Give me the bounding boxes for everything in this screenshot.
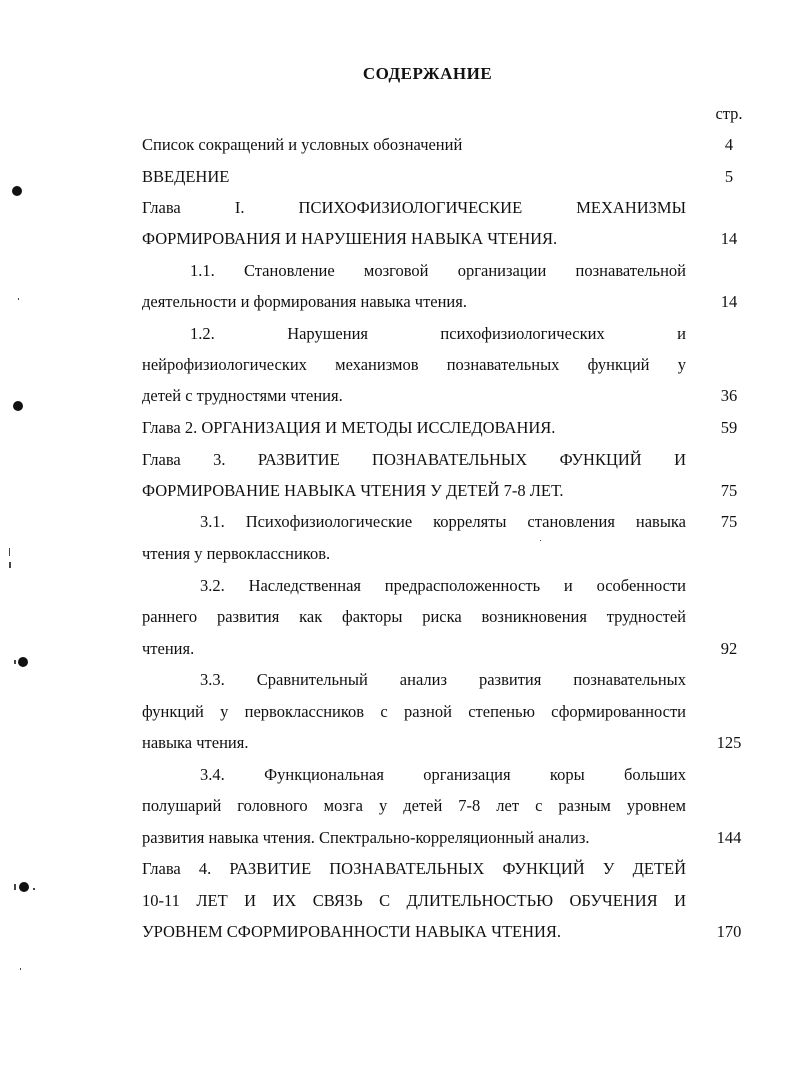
toc-entry-line: чтения у первоклассников. — [142, 544, 331, 563]
scan-speck — [18, 298, 19, 300]
scan-speck — [9, 562, 11, 568]
toc-entry-line: 3.2. Наследственная предрасположенность и особенности — [200, 576, 686, 595]
toc-page-number: 36 — [720, 386, 738, 405]
toc-entry-line: Глава 4. РАЗВИТИЕ ПОЗНАВАТЕЛЬНЫХ ФУНКЦИЙ У ДЕТЕЙ — [142, 859, 686, 878]
toc-entry-line: Глава I. ПСИХОФИЗИОЛОГИЧЕСКИЕ МЕХАНИЗМЫ — [142, 198, 686, 217]
toc-entry-line: развития навыка чтения. Спектрально-корреляционный анализ. — [142, 828, 590, 847]
toc-page-number: 125 — [716, 733, 742, 752]
toc-entry-line: Список сокращений и условных обозначений — [142, 135, 463, 154]
binding-hole-mark — [13, 401, 23, 411]
toc-entry-line: 1.2. Нарушения психофизиологических и — [190, 324, 686, 343]
page-title: СОДЕРЖАНИЕ — [362, 64, 493, 83]
toc-entry-line: 1.1. Становление мозговой организации познавательной — [190, 261, 686, 280]
toc-entry-line: 3.4. Функциональная организация коры больших — [200, 765, 686, 784]
toc-entry-line: ВВЕДЕНИЕ — [142, 167, 230, 186]
toc-page-number: 14 — [720, 292, 738, 311]
toc-entry-line: 10-11 ЛЕТ И ИХ СВЯЗЬ С ДЛИТЕЛЬНОСТЬЮ ОБУЧЕНИЯ И — [142, 891, 686, 910]
toc-page-number: 92 — [720, 639, 738, 658]
binding-hole-mark — [18, 657, 28, 667]
toc-entry-line: раннего развития как факторы риска возникновения трудностей — [142, 607, 686, 626]
toc-entry-line: УРОВНЕМ СФОРМИРОВАННОСТИ НАВЫКА ЧТЕНИЯ. — [142, 922, 562, 941]
toc-page-number: 4 — [724, 135, 734, 154]
scan-speck — [14, 884, 16, 890]
toc-page-number: 14 — [720, 229, 738, 248]
scan-speck — [20, 968, 21, 970]
toc-entry-line: детей с трудностями чтения. — [142, 386, 343, 405]
binding-hole-mark — [12, 186, 22, 196]
scan-speck — [33, 888, 35, 890]
toc-page-number: 5 — [724, 167, 734, 186]
toc-entry-line: полушарий головного мозга у детей 7-8 лет с разным уровнем — [142, 796, 686, 815]
page-column-label: стр. — [715, 104, 743, 123]
toc-page-number: 59 — [720, 418, 738, 437]
toc-entry-line: нейрофизиологических механизмов познавательных функций у — [142, 355, 686, 374]
toc-page-number: 75 — [720, 512, 738, 531]
scan-speck — [540, 540, 541, 541]
toc-entry-line: Глава 3. РАЗВИТИЕ ПОЗНАВАТЕЛЬНЫХ ФУНКЦИЙ И — [142, 450, 686, 469]
toc-entry-line: 3.1. Психофизиологические корреляты становления навыка — [200, 512, 686, 531]
toc-entry-line: ФОРМИРОВАНИЕ НАВЫКА ЧТЕНИЯ У ДЕТЕЙ 7-8 ЛЕТ. — [142, 481, 564, 500]
toc-page-number: 170 — [716, 922, 742, 941]
scan-speck — [9, 548, 10, 556]
toc-entry-line: Глава 2. ОРГАНИЗАЦИЯ И МЕТОДЫ ИССЛЕДОВАНИЯ. — [142, 418, 556, 437]
toc-entry-line: чтения. — [142, 639, 195, 658]
toc-entry-line: деятельности и формирования навыка чтения. — [142, 292, 467, 311]
toc-page-number: 144 — [716, 828, 742, 847]
scan-speck — [14, 660, 16, 664]
toc-entry-line: 3.3. Сравнительный анализ развития познавательных — [200, 670, 686, 689]
toc-entry-line: функций у первоклассников с разной степенью сформированности — [142, 702, 686, 721]
toc-entry-line: ФОРМИРОВАНИЯ И НАРУШЕНИЯ НАВЫКА ЧТЕНИЯ. — [142, 229, 558, 248]
toc-page-number: 75 — [720, 481, 738, 500]
binding-hole-mark — [19, 882, 29, 892]
toc-entry-line: навыка чтения. — [142, 733, 249, 752]
